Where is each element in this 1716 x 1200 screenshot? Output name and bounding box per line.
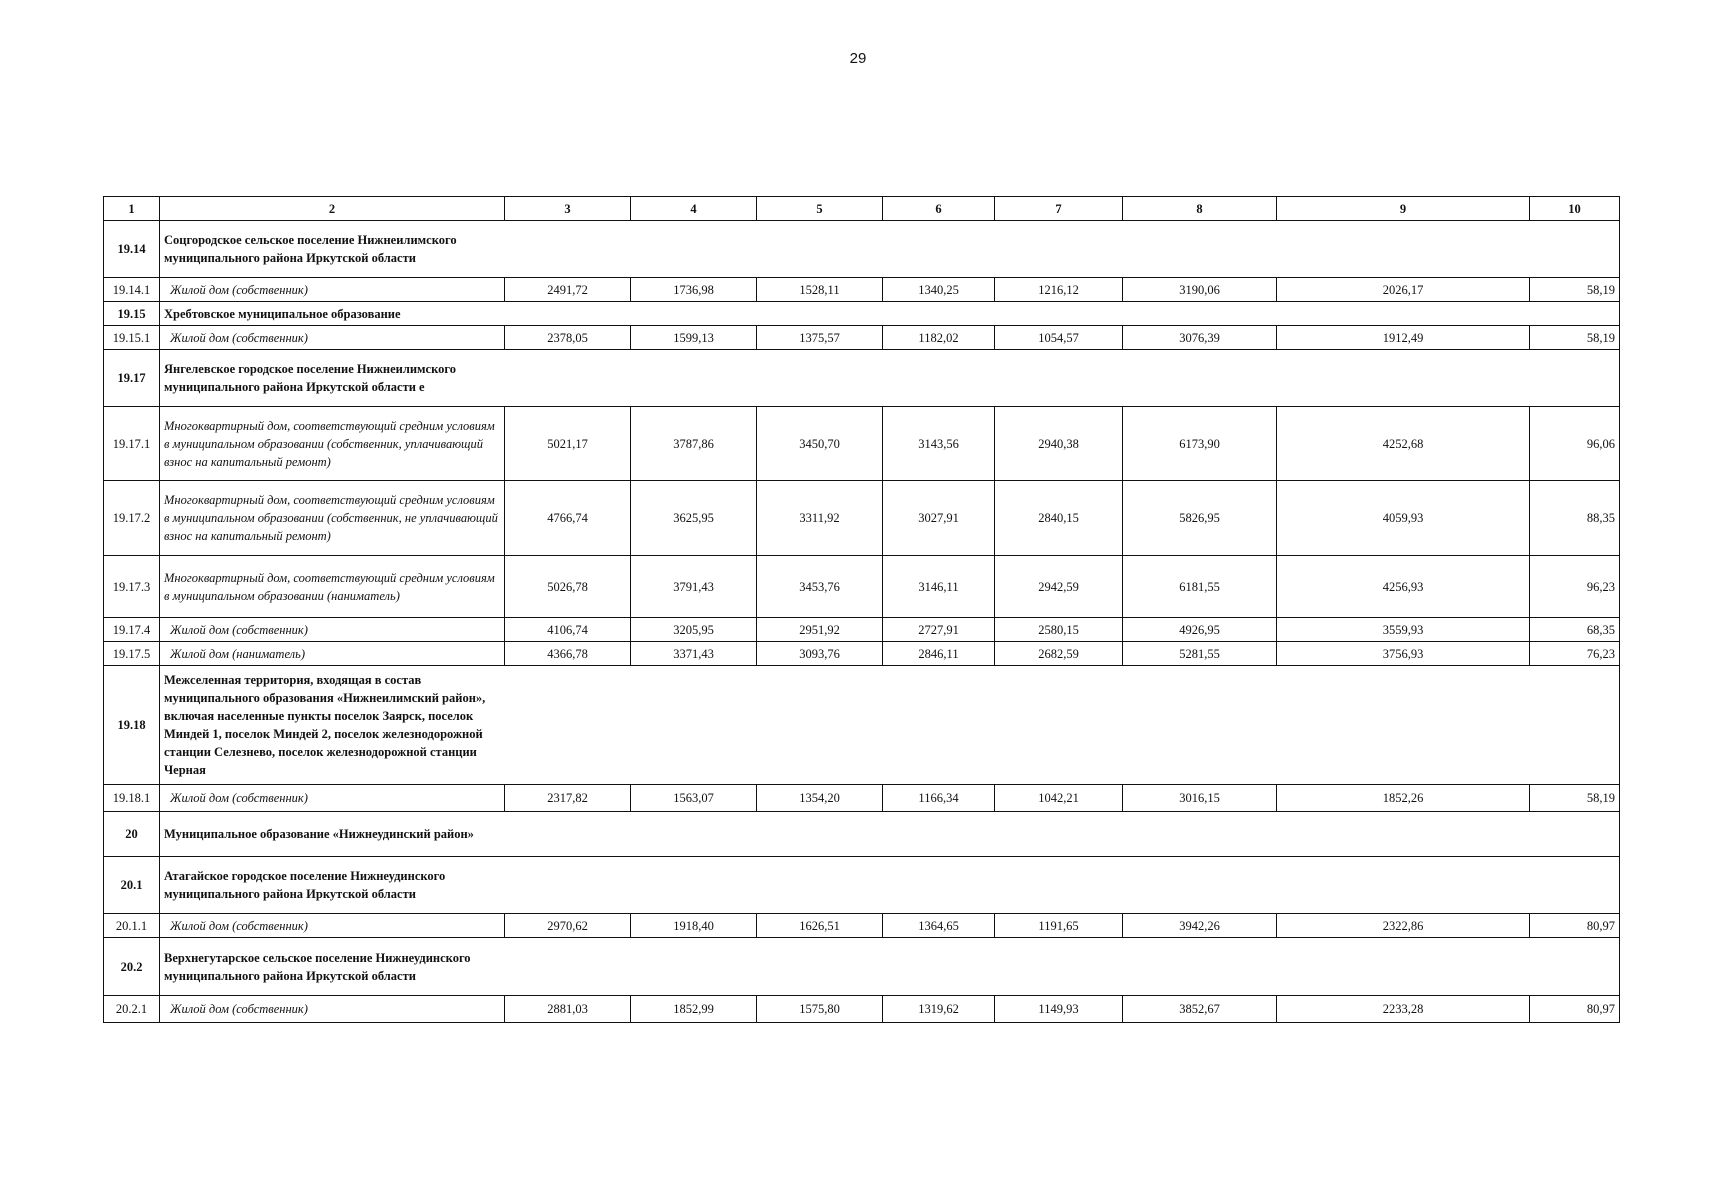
section-row (104, 666, 1620, 785)
value-cell: 1216,12 (995, 278, 1123, 302)
section-title-cell (160, 812, 1620, 857)
section-row (104, 350, 1620, 407)
value-cell: 68,35 (1530, 618, 1620, 642)
value-cell: 88,35 (1530, 481, 1620, 556)
table-row (104, 996, 1620, 1023)
value-cell: 5281,55 (1123, 642, 1277, 666)
item-code: 19.18.1 (104, 785, 160, 812)
value-cell: 1054,57 (995, 326, 1123, 350)
value-cell: 3205,95 (631, 618, 757, 642)
value-cell: 3791,43 (631, 556, 757, 618)
value-cell: 2682,59 (995, 642, 1123, 666)
section-code: 20.1 (104, 857, 160, 914)
section-title: Муниципальное образование «Нижнеудинский район» (164, 827, 474, 841)
item-code: 20.1.1 (104, 914, 160, 938)
item-name: Жилой дом (собственник) (160, 618, 505, 642)
column-header: 9 (1277, 197, 1530, 221)
table-row (104, 278, 1620, 302)
value-cell: 76,23 (1530, 642, 1620, 666)
item-code: 20.2.1 (104, 996, 160, 1023)
item-code: 19.17.4 (104, 618, 160, 642)
value-cell: 6181,55 (1123, 556, 1277, 618)
section-row (104, 857, 1620, 914)
value-cell: 3559,93 (1277, 618, 1530, 642)
item-code: 19.14.1 (104, 278, 160, 302)
column-header: 4 (631, 197, 757, 221)
section-title-cell (160, 302, 1620, 326)
table-row (104, 556, 1620, 618)
value-cell: 1166,34 (883, 785, 995, 812)
section-title: Межселенная территория, входящая в состав муниципального образования «Нижнеилимский район», включая населенные пункты поселок Заярск, поселок Миндей 1, поселок Миндей 2, поселок железнодорожной станции Селезнево, поселок железнодорожной станции Черная (164, 673, 486, 777)
value-cell: 3076,39 (1123, 326, 1277, 350)
column-header: 5 (757, 197, 883, 221)
item-code: 19.17.2 (104, 481, 160, 556)
table-row (104, 407, 1620, 481)
section-code: 19.17 (104, 350, 160, 407)
value-cell: 58,19 (1530, 326, 1620, 350)
section-code: 19.15 (104, 302, 160, 326)
value-cell: 1354,20 (757, 785, 883, 812)
column-header: 1 (104, 197, 160, 221)
value-cell: 4059,93 (1277, 481, 1530, 556)
section-row (104, 302, 1620, 326)
value-cell: 96,06 (1530, 407, 1620, 481)
header-row (104, 197, 1620, 221)
item-name: Многоквартирный дом, соответствующий средним условиям в муниципальном образовании (наниматель) (160, 556, 505, 618)
item-name: Жилой дом (собственник) (160, 785, 505, 812)
value-cell: 3093,76 (757, 642, 883, 666)
value-cell: 1149,93 (995, 996, 1123, 1023)
value-cell: 4106,74 (505, 618, 631, 642)
value-cell: 2317,82 (505, 785, 631, 812)
value-cell: 1918,40 (631, 914, 757, 938)
value-cell: 3146,11 (883, 556, 995, 618)
value-cell: 2378,05 (505, 326, 631, 350)
value-cell: 80,97 (1530, 914, 1620, 938)
value-cell: 1626,51 (757, 914, 883, 938)
table-row (104, 785, 1620, 812)
value-cell: 3311,92 (757, 481, 883, 556)
value-cell: 1319,62 (883, 996, 995, 1023)
value-cell: 2491,72 (505, 278, 631, 302)
value-cell: 1852,26 (1277, 785, 1530, 812)
item-name: Жилой дом (наниматель) (160, 642, 505, 666)
value-cell: 2951,92 (757, 618, 883, 642)
value-cell: 4766,74 (505, 481, 631, 556)
section-row (104, 812, 1620, 857)
value-cell: 3787,86 (631, 407, 757, 481)
section-title-cell (160, 666, 1620, 785)
value-cell: 80,97 (1530, 996, 1620, 1023)
value-cell: 3453,76 (757, 556, 883, 618)
table-row (104, 914, 1620, 938)
value-cell: 4256,93 (1277, 556, 1530, 618)
value-cell: 1375,57 (757, 326, 883, 350)
item-name: Жилой дом (собственник) (160, 914, 505, 938)
value-cell: 1528,11 (757, 278, 883, 302)
section-title: Верхнегутарское сельское поселение Нижнеудинского муниципального района Иркутской области (164, 950, 471, 983)
column-header: 7 (995, 197, 1123, 221)
section-code: 19.18 (104, 666, 160, 785)
value-cell: 1736,98 (631, 278, 757, 302)
table-row (104, 481, 1620, 556)
section-title-cell (160, 221, 1620, 278)
section-title-cell (160, 857, 1620, 914)
value-cell: 4366,78 (505, 642, 631, 666)
table-row (104, 618, 1620, 642)
value-cell: 2840,15 (995, 481, 1123, 556)
value-cell: 3450,70 (757, 407, 883, 481)
item-code: 19.17.1 (104, 407, 160, 481)
value-cell: 96,23 (1530, 556, 1620, 618)
value-cell: 2026,17 (1277, 278, 1530, 302)
value-cell: 58,19 (1530, 278, 1620, 302)
value-cell: 2233,28 (1277, 996, 1530, 1023)
section-title: Соцгородское сельское поселение Нижнеилимского муниципального района Иркутской области (164, 233, 457, 265)
item-name: Жилой дом (собственник) (160, 996, 505, 1023)
value-cell: 3016,15 (1123, 785, 1277, 812)
value-cell: 3852,67 (1123, 996, 1277, 1023)
section-row (104, 221, 1620, 278)
section-title: Янгелевское городское поселение Нижнеилимского муниципального района Иркутской области е (164, 362, 457, 394)
value-cell: 1912,49 (1277, 326, 1530, 350)
value-cell: 1599,13 (631, 326, 757, 350)
section-row (104, 938, 1620, 996)
column-header: 6 (883, 197, 995, 221)
value-cell: 1182,02 (883, 326, 995, 350)
section-title-cell (160, 938, 1620, 996)
section-code: 20.2 (104, 938, 160, 996)
value-cell: 6173,90 (1123, 407, 1277, 481)
item-name: Жилой дом (собственник) (160, 278, 505, 302)
value-cell: 3625,95 (631, 481, 757, 556)
value-cell: 4252,68 (1277, 407, 1530, 481)
value-cell: 3027,91 (883, 481, 995, 556)
value-cell: 5026,78 (505, 556, 631, 618)
value-cell: 1575,80 (757, 996, 883, 1023)
item-name: Многоквартирный дом, соответствующий средним условиям в муниципальном образовании (собственник, уплачивающий взнос на капитальный ремонт) (160, 407, 505, 481)
value-cell: 1364,65 (883, 914, 995, 938)
value-cell: 3756,93 (1277, 642, 1530, 666)
section-title: Атагайское городское поселение Нижнеудинского муниципального района Иркутской области (164, 869, 446, 901)
table-row (104, 326, 1620, 350)
page-number: 29 (849, 50, 867, 67)
value-cell: 3371,43 (631, 642, 757, 666)
section-code: 20 (104, 812, 160, 857)
value-cell: 2322,86 (1277, 914, 1530, 938)
value-cell: 2846,11 (883, 642, 995, 666)
section-title-cell (160, 350, 1620, 407)
value-cell: 3143,56 (883, 407, 995, 481)
value-cell: 3942,26 (1123, 914, 1277, 938)
value-cell: 58,19 (1530, 785, 1620, 812)
value-cell: 5826,95 (1123, 481, 1277, 556)
item-name: Многоквартирный дом, соответствующий средним условиям в муниципальном образовании (собственник, не уплачивающий взнос на капитальный ремонт) (160, 481, 505, 556)
value-cell: 1340,25 (883, 278, 995, 302)
value-cell: 2970,62 (505, 914, 631, 938)
value-cell: 2940,38 (995, 407, 1123, 481)
value-cell: 1852,99 (631, 996, 757, 1023)
value-cell: 4926,95 (1123, 618, 1277, 642)
item-code: 19.15.1 (104, 326, 160, 350)
value-cell: 2727,91 (883, 618, 995, 642)
value-cell: 1563,07 (631, 785, 757, 812)
column-header: 3 (505, 197, 631, 221)
value-cell: 1191,65 (995, 914, 1123, 938)
item-name: Жилой дом (собственник) (160, 326, 505, 350)
table-row (104, 642, 1620, 666)
tariff-table (103, 196, 1620, 1023)
value-cell: 5021,17 (505, 407, 631, 481)
column-header: 8 (1123, 197, 1277, 221)
item-code: 19.17.5 (104, 642, 160, 666)
section-title: Хребтовское муниципальное образование (164, 306, 401, 321)
column-header: 10 (1530, 197, 1620, 221)
item-code: 19.17.3 (104, 556, 160, 618)
table-body (104, 197, 1620, 1023)
section-code: 19.14 (104, 221, 160, 278)
value-cell: 1042,21 (995, 785, 1123, 812)
column-header: 2 (160, 197, 505, 221)
value-cell: 2881,03 (505, 996, 631, 1023)
value-cell: 2942,59 (995, 556, 1123, 618)
value-cell: 2580,15 (995, 618, 1123, 642)
value-cell: 3190,06 (1123, 278, 1277, 302)
